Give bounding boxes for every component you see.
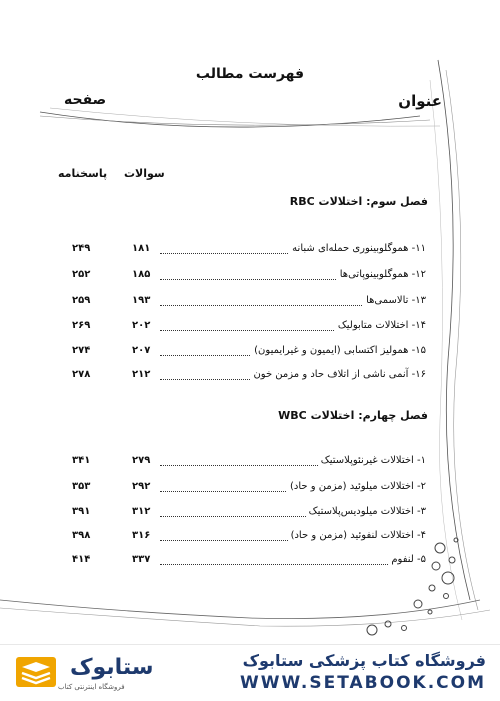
toc-row[interactable] bbox=[0, 320, 500, 336]
toc-entry-label: ۵- لنفوم bbox=[388, 554, 426, 565]
question-page-number: ۲۱۲ bbox=[132, 369, 151, 380]
book-stack-icon bbox=[16, 657, 56, 687]
toc-entry-label: ۳- اختلالات میلودیس‌پلاستیک bbox=[306, 506, 426, 517]
question-page-number: ۳۱۶ bbox=[132, 530, 151, 541]
question-page-number: ۲۰۷ bbox=[132, 345, 151, 356]
question-page-number: ۱۹۳ bbox=[132, 295, 151, 306]
toc-row[interactable] bbox=[0, 530, 500, 546]
question-page-number: ۲۹۲ bbox=[132, 481, 151, 492]
question-page-number: ۳۳۷ bbox=[132, 554, 151, 565]
answer-page-number: ۴۱۴ bbox=[72, 554, 91, 565]
toc-entry-label: ۱- اختلالات غیرنئوپلاستیک bbox=[318, 455, 426, 466]
page-title: فهرست مطالب bbox=[195, 66, 305, 82]
dot-leader bbox=[160, 564, 426, 565]
answer-page-number: ۳۹۱ bbox=[72, 506, 91, 517]
toc-row[interactable] bbox=[0, 295, 500, 311]
answer-page-number: ۲۴۹ bbox=[72, 243, 91, 254]
header-title-column: عنوان bbox=[398, 92, 442, 110]
toc-row[interactable] bbox=[0, 554, 500, 570]
toc-row[interactable] bbox=[0, 369, 500, 385]
question-page-number: ۳۱۲ bbox=[132, 506, 151, 517]
chapter-heading: فصل سوم: اختلالات RBC bbox=[289, 195, 428, 208]
answer-page-number: ۲۷۸ bbox=[72, 369, 91, 380]
toc-entry-label: ۱۶- آنمی ناشی از اتلاف حاد و مزمن خون bbox=[250, 369, 426, 380]
toc-entry-label: ۴- اختلالات لنفوئید (مزمن و حاد) bbox=[288, 530, 426, 541]
toc-entry-label: ۱۱- هموگلوبینوری حمله‌ای شبانه bbox=[289, 243, 426, 254]
column-questions-heading: سوالات bbox=[124, 167, 165, 180]
store-name: فروشگاه کتاب پزشکی ستابوک bbox=[242, 651, 486, 670]
toc-row[interactable] bbox=[0, 269, 500, 285]
toc-entry-label: ۱۴- اختلالات متابولیک bbox=[335, 320, 426, 331]
toc-entry-label: ۱۳- تالاسمی‌ها bbox=[363, 295, 426, 306]
answer-page-number: ۳۴۱ bbox=[72, 455, 91, 466]
question-page-number: ۲۰۲ bbox=[132, 320, 151, 331]
answer-page-number: ۳۹۸ bbox=[72, 530, 91, 541]
chapter-heading: فصل چهارم: اختلالات WBC bbox=[278, 409, 428, 422]
store-url-link[interactable]: WWW.SETABOOK.COM bbox=[240, 673, 486, 693]
toc-row[interactable] bbox=[0, 506, 500, 522]
toc-entry-label: ۱۲- هموگلوبینوپاتی‌ها bbox=[337, 269, 426, 280]
answer-page-number: ۲۵۹ bbox=[72, 295, 91, 306]
toc-entry-label: ۲- اختلالات میلوئید (مزمن و حاد) bbox=[287, 481, 426, 492]
toc-entry-label: ۱۵- همولیز اکتسابی (ایمیون و غیرایمیون) bbox=[251, 345, 426, 356]
question-page-number: ۱۸۱ bbox=[132, 243, 151, 254]
header-page-column: صفحه bbox=[64, 92, 107, 108]
logo-subtitle: فروشگاه اینترنتی کتاب bbox=[58, 683, 125, 691]
answer-page-number: ۲۶۹ bbox=[72, 320, 91, 331]
toc-row[interactable] bbox=[0, 243, 500, 259]
question-page-number: ۲۷۹ bbox=[132, 455, 151, 466]
footer-banner bbox=[0, 644, 500, 701]
setabook-logo[interactable] bbox=[10, 649, 154, 697]
question-page-number: ۱۸۵ bbox=[132, 269, 151, 280]
toc-row[interactable] bbox=[0, 345, 500, 361]
logo-text: ستابوک bbox=[70, 655, 154, 680]
toc-row[interactable] bbox=[0, 481, 500, 497]
column-answers-heading: پاسخنامه bbox=[58, 167, 108, 180]
toc-row[interactable] bbox=[0, 455, 500, 471]
answer-page-number: ۳۵۳ bbox=[72, 481, 91, 492]
answer-page-number: ۲۷۴ bbox=[72, 345, 91, 356]
answer-page-number: ۲۵۲ bbox=[72, 269, 91, 280]
